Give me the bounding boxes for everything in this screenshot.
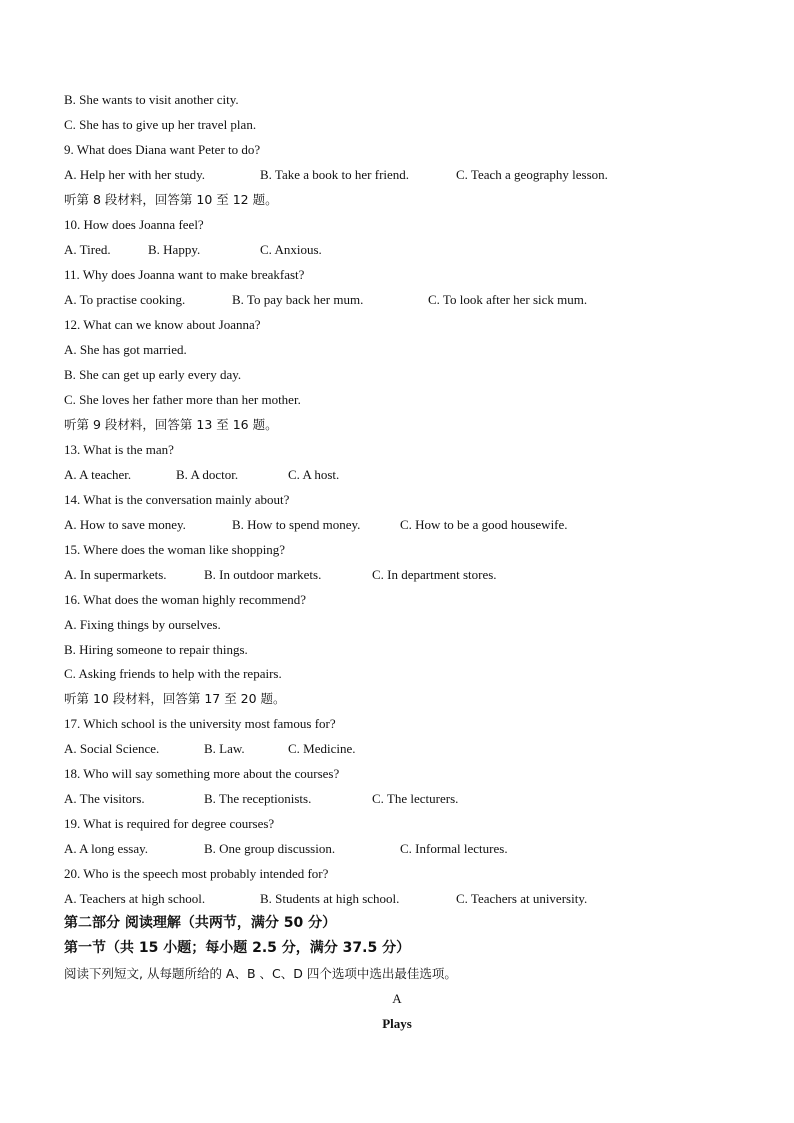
question-16: 16. What does the woman highly recommend? [64,592,307,607]
section-instruction: 听第 8 段材料，回答第 10 至 12 题。 [64,192,278,207]
option-b: B. How to spend money. [232,517,361,532]
option-line: C. Asking friends to help with the repairs. [64,666,282,681]
question-14: 14. What is the conversation mainly about? [64,492,290,507]
question-10: 10. How does Joanna feel? [64,217,204,232]
option-c: C. The lecturers. [372,791,459,806]
option-a: A. In supermarkets. [64,567,167,582]
option-line: B. Hiring someone to repair things. [64,642,248,657]
option-a: A. Teachers at high school. [64,891,206,906]
option-c: C. Anxious. [260,242,322,257]
option-c: C. A host. [288,467,340,482]
option-line: C. She loves her father more than her mother. [64,392,301,407]
option-c: C. Teachers at university. [456,891,588,906]
option-b: B. Happy. [148,242,201,257]
passage-title: Plays [382,1016,412,1031]
option-line: C. She has to give up her travel plan. [64,117,257,132]
option-c: C. How to be a good housewife. [400,517,568,532]
section-instruction: 听第 10 段材料，回答第 17 至 20 题。 [64,691,286,706]
question-18: 18. Who will say something more about the courses? [64,766,340,781]
passage-letter: A [392,991,402,1006]
option-line: A. She has got married. [64,342,187,357]
option-a: A. To practise cooking. [64,292,186,307]
option-a: A. Tired. [64,242,111,257]
options-row-17 [64,741,744,757]
option-b: B. To pay back her mum. [232,292,364,307]
option-line: B. She wants to visit another city. [64,92,239,107]
option-c: C. Medicine. [288,741,356,756]
question-13: 13. What is the man? [64,442,174,457]
question-9: 9. What does Diana want Peter to do? [64,142,261,157]
part-heading: 第二部分 阅读理解（共两节，满分 50 分） [64,915,337,931]
options-row-19 [64,841,744,857]
option-c: C. In department stores. [372,567,497,582]
options-row-15 [64,567,744,583]
options-row-20 [64,891,744,907]
section-instruction: 听第 9 段材料，回答第 13 至 16 题。 [64,417,278,432]
option-b: B. Students at high school. [260,891,400,906]
option-a: A. Social Science. [64,741,160,756]
options-row-10 [64,242,744,258]
question-11: 11. Why does Joanna want to make breakfast? [64,267,305,282]
option-a: A. The visitors. [64,791,145,806]
option-a: A. How to save money. [64,517,186,532]
option-c: C. Informal lectures. [400,841,508,856]
option-b: B. In outdoor markets. [204,567,322,582]
option-b: B. Take a book to her friend. [260,167,410,182]
options-row-14 [64,517,744,533]
option-b: B. A doctor. [176,467,239,482]
options-row-13 [64,467,744,483]
option-a: A. Help her with her study. [64,167,206,182]
option-b: B. One group discussion. [204,841,336,856]
question-20: 20. Who is the speech most probably intended for? [64,866,329,881]
section-heading: 第一节（共 15 小题；每小题 2.5 分，满分 37.5 分） [64,940,411,956]
options-row-11 [64,292,744,308]
question-15: 15. Where does the woman like shopping? [64,542,286,557]
option-a: A. A long essay. [64,841,149,856]
option-a: A. A teacher. [64,467,132,482]
options-row-18 [64,791,744,807]
option-c: C. Teach a geography lesson. [456,167,608,182]
options-row-9 [64,167,744,183]
option-b: B. Law. [204,741,245,756]
question-12: 12. What can we know about Joanna? [64,317,261,332]
option-b: B. The receptionists. [204,791,312,806]
question-17: 17. Which school is the university most famous for? [64,716,336,731]
reading-instruction: 阅读下列短文, 从每题所给的 A、B 、C、D 四个选项中选出最佳选项。 [64,966,457,981]
option-line: B. She can get up early every day. [64,367,242,382]
question-19: 19. What is required for degree courses? [64,816,275,831]
option-line: A. Fixing things by ourselves. [64,617,221,632]
option-c: C. To look after her sick mum. [428,292,588,307]
